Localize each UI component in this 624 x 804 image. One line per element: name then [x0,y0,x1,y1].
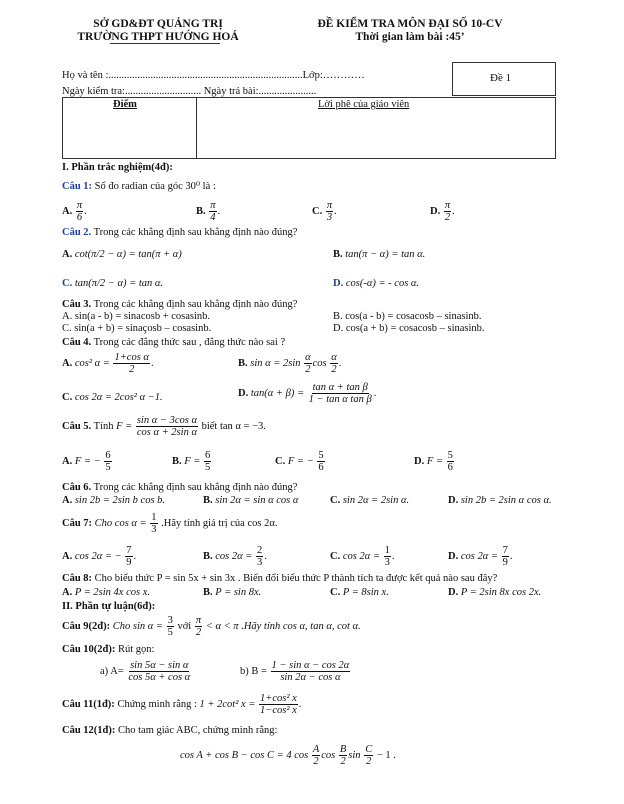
exam-code: Đề 1 [490,72,512,84]
question-6: Câu 6. Trong các khẳng định sau khẳng định nào đúng? [62,482,298,493]
q7-option-c[interactable]: C. cos 2α = $\frac{1}{3}$ . [330,545,395,569]
q4-option-d[interactable]: D. tan(α + β) = $\frac{\text{tan α + tan β}}{\text{1 − tan α tan β}}$ . [238,382,377,406]
school-department: SỞ GD&ĐT QUẢNG TRỊ TRƯỜNG THPT HƯỚNG HOÁ [77,18,239,43]
q7-option-d[interactable]: D. cos 2α = $\frac{7}{9}$ . [448,545,513,569]
question-7: Câu 7: Cho cos α = $\frac{1}{3}$ .Hãy tính giá trị của cos 2α. [62,512,278,536]
question-8: Câu 8: Cho biểu thức P = sin 5x + sin 3x . Biến đổi biểu thức P thành tích ta được kết quả nào sau đây? [62,573,498,584]
section-essay-title: II. Phần tự luận(6đ): [62,601,156,612]
q5-option-d[interactable]: D. F = $\frac{5}{6}$ [414,450,453,474]
header-underline [110,43,220,44]
q2-option-d[interactable]: D. cos(-α) = - cos α. [333,278,420,289]
score-label: Điểm [113,99,137,110]
q2-option-c[interactable]: C. tan(π/2 − α) = tan α. [62,278,164,289]
q4-option-c[interactable]: C. cos 2α = 2cos² α −1. [62,392,163,403]
q8-option-d[interactable]: D. P = 2sin 8x cos 2x. [448,587,542,598]
student-name-line: Họ và tên :..........................................................................Lớp:………… [62,70,365,81]
q6-option-b[interactable]: B. sin 2α = sin α cos α [203,495,299,506]
q4-option-b[interactable]: B. sin α = 2sin $\frac{\alpha}{2}$ cos $\frac{\alpha}{2}$ . [238,352,342,376]
q5-option-a[interactable]: A. F = − $\frac{6}{5}$ [62,450,111,474]
exam-date-line: Ngày kiểm tra:............................. Ngày trả bài:...................... [62,86,317,97]
q8-option-a[interactable]: A. P = 2sin 4x cos x. [62,587,150,598]
q3-option-d[interactable]: D. cos(a + b) = cosacosb – sinasinb. [333,323,485,334]
q5-option-c[interactable]: C. F = − $\frac{5}{6}$ [275,450,324,474]
q12-identity: cos A + cos B − cos C = 4 cos $\frac{A}{2}$ cos $\frac{B}{2}$ sin $\frac{C}{2}$ − 1 . [180,744,396,768]
question-2: Câu 2. Trong các khẳng định sau khẳng định nào đúng? [62,227,298,238]
question-11: Câu 11(1đ): Chứng minh rằng : 1 + 2cot² x = $\frac{\text{1+cos² x}}{\text{1−cos² x}}$ . [62,693,302,717]
q8-option-b[interactable]: B. P = sin 8x. [203,587,262,598]
question-9: Câu 9(2đ): Cho sin α = $\frac{3}{5}$ với $\frac{\pi}{2}$ < α < π .Hãy tính cos α, tan α, cot α. [62,615,361,639]
q3-option-b[interactable]: B. cos(a - b) = cosacosb – sinasinb. [333,311,482,322]
q3-option-c[interactable]: C. sin(a + b) = sinaçosb – cosasinb. [62,323,212,334]
q1-option-a[interactable]: A. $\frac{\pi}{6}$ . [62,200,87,224]
q4-option-a[interactable]: A. cos² α = $\frac{\text{1+cos α}}{2}$ . [62,352,154,376]
question-1: Câu 1: Số đo radian của góc 30⁰ là : [62,181,216,192]
q6-option-c[interactable]: C. sin 2α = 2sin α. [330,495,410,506]
exam-title: ĐỀ KIỂM TRA MÔN ĐẠI SỐ 10-CV Thời gian làm bài :45’ [317,18,503,43]
q7-option-a[interactable]: A. cos 2α = − $\frac{7}{9}$ . [62,545,137,569]
q3-option-a[interactable]: A. sin(a - b) = sinacosb + cosasinb. [62,311,211,322]
q10-part-a: a) A= $\frac{\text{sin 5α − sin α}}{\text{cos 5α + cos α}}$ [100,660,191,684]
teacher-comment-label: Lời phê của giáo viên [318,99,410,110]
question-3: Câu 3. Trong các khẳng định sau khẳng định nào đúng? [62,299,298,310]
question-4: Câu 4. Trong các đẳng thức sau , đẳng thức nào sai ? [62,337,286,348]
score-table-divider [196,97,197,158]
q10-part-b: b) B = $\frac{\text{1 − sin α − cos 2α}}{\text{sin 2α − cos α}}$ [240,660,350,684]
question-5: Câu 5. Tính F = $\frac{\text{sin α − 3cos α}}{\text{cos α + 2sin α}}$ biết tan α = −3. [62,415,266,439]
q6-option-d[interactable]: D. sin 2b = 2sin α cos α. [448,495,552,506]
q2-option-b[interactable]: B. tan(π − α) = tan α. [333,249,426,260]
question-10: Câu 10(2đ): Rút gọn: [62,644,155,655]
q1-option-d[interactable]: D. $\frac{\pi}{2}$ . [430,200,455,224]
q5-option-b[interactable]: B. F = $\frac{6}{5}$ [172,450,211,474]
section-multiple-choice-title: I. Phần trắc nghiệm(4đ): [62,162,173,173]
q6-option-a[interactable]: A. sin 2b = 2sin b cos b. [62,495,166,506]
q2-option-a[interactable]: A. cot(π/2 − α) = tan(π + α) [62,249,182,260]
q8-option-c[interactable]: C. P = 8sin x. [330,587,389,598]
q1-option-b[interactable]: B. $\frac{\pi}{4}$ . [196,200,221,224]
q7-option-b[interactable]: B. cos 2α = $\frac{2}{3}$ . [203,545,267,569]
question-12: Câu 12(1đ): Cho tam giác ABC, chứng minh rằng: [62,725,278,736]
q1-option-c[interactable]: C. $\frac{\pi}{3}$ . [312,200,337,224]
